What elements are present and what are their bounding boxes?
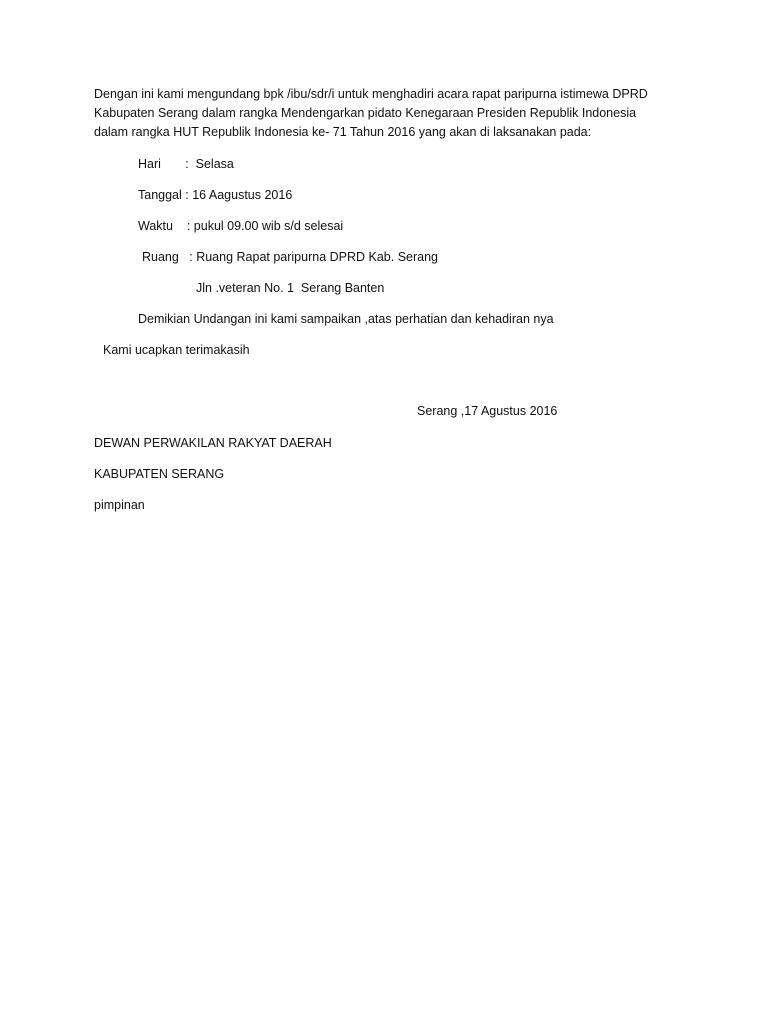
signature-role: pimpinan xyxy=(94,498,145,512)
signature-org-line-2: KABUPATEN SERANG xyxy=(94,467,225,481)
detail-tanggal: Tanggal : 16 Aagustus 2016 xyxy=(138,188,293,202)
signature-org-line-1: DEWAN PERWAKILAN RAKYAT DAERAH xyxy=(94,436,332,450)
detail-hari: Hari : Selasa xyxy=(138,157,234,171)
place-date: Serang ,17 Agustus 2016 xyxy=(417,404,558,418)
detail-ruang: Ruang : Ruang Rapat paripurna DPRD Kab. Serang xyxy=(142,250,439,264)
detail-waktu: Waktu : pukul 09.00 wib s/d selesai xyxy=(138,219,344,233)
detail-alamat: Jln .veteran No. 1 Serang Banten xyxy=(196,281,385,295)
intro-line-3: dalam rangka HUT Republik Indonesia ke- 71 Tahun 2016 yang akan di laksanakan pada: xyxy=(94,125,592,139)
intro-line-2: Kabupaten Serang dalam rangka Mendengarkan pidato Kenegaraan Presiden Republik Indonesia xyxy=(94,106,637,120)
closing-sentence: Demikian Undangan ini kami sampaikan ,atas perhatian dan kehadiran nya xyxy=(138,312,554,326)
thanks-line: Kami ucapkan terimakasih xyxy=(103,343,250,357)
intro-line-1: Dengan ini kami mengundang bpk /ibu/sdr/i untuk menghadiri acara rapat paripurna istimewa DPRD xyxy=(94,87,648,101)
